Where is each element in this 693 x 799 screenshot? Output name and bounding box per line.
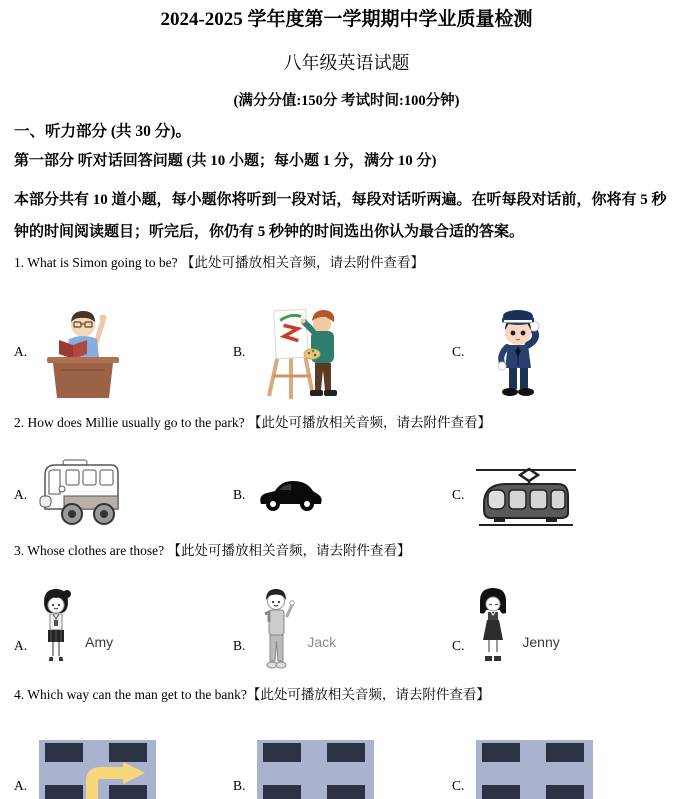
teacher-at-podium-illustration	[39, 305, 127, 400]
option-a	[14, 455, 233, 535]
option-label: A.	[14, 344, 28, 359]
option-a	[14, 586, 233, 672]
option-a	[14, 302, 233, 402]
option-label: C.	[452, 344, 465, 359]
painter-at-easel-illustration	[257, 302, 347, 402]
option-b	[233, 586, 452, 672]
audio-note: 【此处可播放相关音频，请去附件查看】	[246, 687, 490, 702]
option-label: C.	[452, 487, 465, 502]
option-label: B.	[233, 638, 246, 653]
question-2-line	[14, 414, 679, 431]
option-label: C.	[452, 778, 465, 793]
boy-jack-illustration	[257, 586, 295, 672]
tram-illustration	[476, 462, 576, 528]
girl-jenny-illustration	[476, 586, 510, 666]
option-c	[452, 302, 671, 402]
crossroads-right-turn-arrow-illustration	[39, 740, 156, 799]
question-3-line	[14, 542, 679, 559]
audio-note: 【此处可播放相关音频，请去附件查看】	[181, 255, 424, 270]
option-b	[233, 455, 452, 535]
bus-illustration	[39, 459, 124, 531]
question-1-line	[14, 254, 679, 271]
question-3-options	[14, 586, 679, 672]
option-label: B.	[233, 344, 246, 359]
option-b	[233, 302, 452, 402]
option-label: B.	[233, 778, 246, 793]
car-illustration	[257, 477, 323, 513]
question-1-options	[14, 302, 679, 402]
person-name: Jenny	[522, 634, 560, 650]
audio-note: 【此处可播放相关音频，请去附件查看】	[167, 543, 411, 558]
question-4	[14, 686, 679, 799]
option-label: B.	[233, 487, 246, 502]
question-3-text: 3. Whose clothes are those?	[14, 543, 168, 558]
police-officer-illustration	[476, 305, 561, 399]
part1-instructions: 本部分共有 10 道小题，每小题你将听到一段对话，每段对话听两遍。在听每段对话前，你将有 5 秒钟的时间阅读题目；听完后，你仍有 5 秒钟的时间选出你认为最合适的答案。	[14, 192, 667, 240]
question-4-line	[14, 686, 679, 703]
question-2	[14, 414, 679, 535]
option-c	[452, 455, 671, 535]
score-time-info: (满分分值:150分 考试时间:100分钟)	[233, 93, 460, 109]
question-1-text: 1. What is Simon going to be?	[14, 255, 181, 270]
option-a	[14, 740, 233, 799]
question-1	[14, 254, 679, 402]
option-label: A.	[14, 778, 28, 793]
question-2-options	[14, 455, 679, 535]
doc-title: 2024-2025 学年度第一学期期中学业质量检测	[160, 9, 533, 30]
option-b	[233, 740, 452, 799]
question-4-options	[14, 740, 679, 799]
option-c	[452, 740, 671, 799]
girl-amy-illustration	[39, 586, 73, 668]
question-2-text: 2. How does Millie usually go to the park?	[14, 415, 248, 430]
crossroads-illustration	[257, 740, 374, 799]
doc-subtitle: 八年级英语试题	[283, 53, 410, 73]
person-name: Jack	[307, 634, 337, 650]
option-label: A.	[14, 487, 28, 502]
audio-note: 【此处可播放相关音频，请去附件查看】	[247, 415, 491, 430]
person-name: Amy	[85, 634, 114, 650]
option-label: C.	[452, 638, 465, 653]
option-c	[452, 586, 671, 672]
question-3	[14, 542, 679, 672]
crossroads-illustration	[476, 740, 593, 799]
listening-section-heading: 一、听力部分 (共 30 分)。	[14, 123, 191, 140]
question-4-text: 4. Which way can the man get to the bank?	[14, 687, 247, 702]
part1-heading: 第一部分 听对话回答问题 (共 10 小题；每小题 1 分，满分 10 分)	[14, 153, 437, 169]
option-label: A.	[14, 638, 28, 653]
